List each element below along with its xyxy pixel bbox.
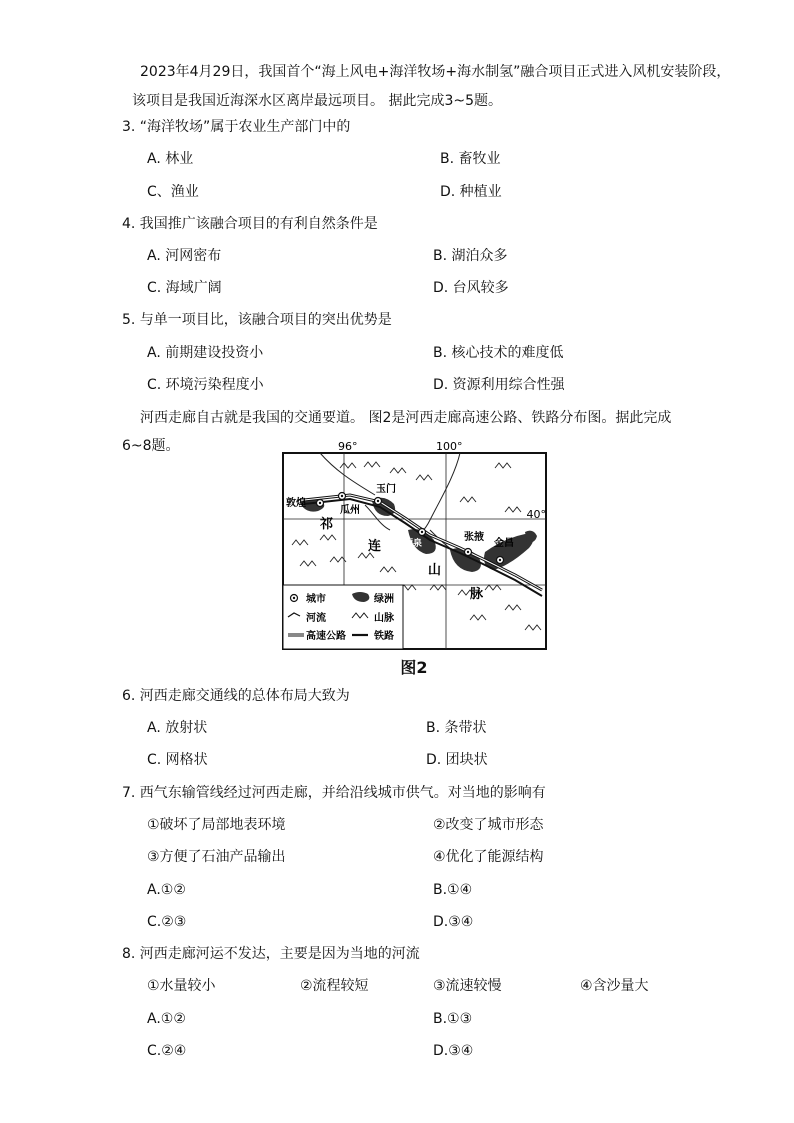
q5-option-c[interactable]: C. 环境污染程度小: [147, 377, 264, 393]
q8-item-2: ②流程较短: [300, 978, 369, 994]
q7-option-a[interactable]: A.①②: [147, 882, 186, 898]
question-4-stem: 4. 我国推广该融合项目的有利自然条件是: [122, 216, 378, 232]
q7-option-b[interactable]: B.①④: [433, 882, 473, 898]
legend-oasis: 绿洲: [374, 594, 394, 605]
q7-item-2: ②改变了城市形态: [433, 817, 544, 833]
question-8-stem: 8. 河西走廊河运不发达，主要是因为当地的河流: [122, 946, 420, 962]
lat-label-40: 40°: [526, 508, 546, 521]
q8-item-4: ④含沙量大: [580, 978, 649, 994]
q7-item-4: ④优化了能源结构: [433, 849, 544, 865]
figure-caption: 图2: [400, 658, 428, 677]
intro2-paragraph-line1: 河西走廊自古就是我国的交通要道。 图2是河西走廊高速公路、铁路分布图。据此完成: [140, 410, 672, 426]
legend-city: 城市: [306, 594, 326, 605]
q6-option-a[interactable]: A. 放射状: [147, 720, 208, 736]
hexi-corridor-map-figure: [280, 440, 548, 680]
question-5-stem: 5. 与单一项目比，该融合项目的突出优势是: [122, 312, 392, 328]
q8-item-1: ①水量较小: [147, 978, 216, 994]
lon-label-100: 100°: [436, 440, 463, 453]
city-label-jinchang: 金昌: [494, 538, 514, 549]
mountain-label-lian: 连: [368, 539, 382, 554]
q8-option-d[interactable]: D.③④: [433, 1043, 474, 1059]
q8-option-a[interactable]: A.①②: [147, 1011, 186, 1027]
q7-item-3: ③方便了石油产品输出: [147, 849, 286, 865]
q8-option-b[interactable]: B.①③: [433, 1011, 473, 1027]
q8-item-3: ③流速较慢: [433, 978, 502, 994]
q3-option-b[interactable]: B. 畜牧业: [440, 151, 501, 167]
city-label-dunhuang: 敦煌: [286, 498, 306, 509]
question-6-stem: 6. 河西走廊交通线的总体布局大致为: [122, 688, 350, 704]
city-label-yumen: 玉门: [376, 484, 396, 495]
q8-option-c[interactable]: C.②④: [147, 1043, 187, 1059]
question-3-stem: 3. “海洋牧场”属于农业生产部门中的: [122, 119, 351, 135]
q7-option-c[interactable]: C.②③: [147, 914, 187, 930]
q3-option-c[interactable]: C、渔业: [147, 184, 199, 200]
intro2-paragraph-line2: 6~8题。: [122, 438, 180, 454]
mountain-label-shan: 山: [428, 563, 442, 578]
mountain-label-mai: 脉: [470, 587, 484, 602]
lon-label-96: 96°: [338, 440, 358, 453]
q6-option-d[interactable]: D. 团块状: [426, 752, 488, 768]
hexi-corridor-map: [280, 440, 548, 652]
mountain-label-qi: 祁: [320, 517, 334, 532]
q4-option-d[interactable]: D. 台风较多: [433, 280, 509, 296]
q3-option-a[interactable]: A. 林业: [147, 151, 194, 167]
q3-option-d[interactable]: D. 种植业: [440, 184, 502, 200]
legend-railway: 铁路: [374, 631, 394, 642]
city-label-guazhou: 瓜州: [340, 505, 360, 516]
q6-option-b[interactable]: B. 条带状: [426, 720, 487, 736]
question-7-stem: 7. 西气东输管线经过河西走廊，并给沿线城市供气。对当地的影响有: [122, 785, 546, 801]
q7-option-d[interactable]: D.③④: [433, 914, 474, 930]
legend-mountain: 山脉: [374, 613, 394, 624]
legend-highway: 高速公路: [306, 631, 346, 642]
city-label-jiuquan: 酒泉: [404, 539, 423, 549]
city-label-zhangye: 张掖: [464, 532, 484, 543]
q5-option-a[interactable]: A. 前期建设投资小: [147, 345, 264, 361]
q6-option-c[interactable]: C. 网格状: [147, 752, 208, 768]
q4-option-c[interactable]: C. 海域广阔: [147, 280, 222, 296]
q5-option-d[interactable]: D. 资源利用综合性强: [433, 377, 565, 393]
intro-paragraph-line2: 该项目是我国近海深水区离岸最远项目。 据此完成3~5题。: [132, 93, 502, 109]
q4-option-b[interactable]: B. 湖泊众多: [433, 248, 508, 264]
q5-option-b[interactable]: B. 核心技术的难度低: [433, 345, 564, 361]
intro-paragraph-line1: 2023年4月29日，我国首个“海上风电+海洋牧场+海水制氢”融合项目正式进入风机安装阶段，: [140, 64, 731, 80]
q4-option-a[interactable]: A. 河网密布: [147, 248, 222, 264]
legend-river: 河流: [306, 613, 326, 624]
q7-item-1: ①破坏了局部地表环境: [147, 817, 286, 833]
